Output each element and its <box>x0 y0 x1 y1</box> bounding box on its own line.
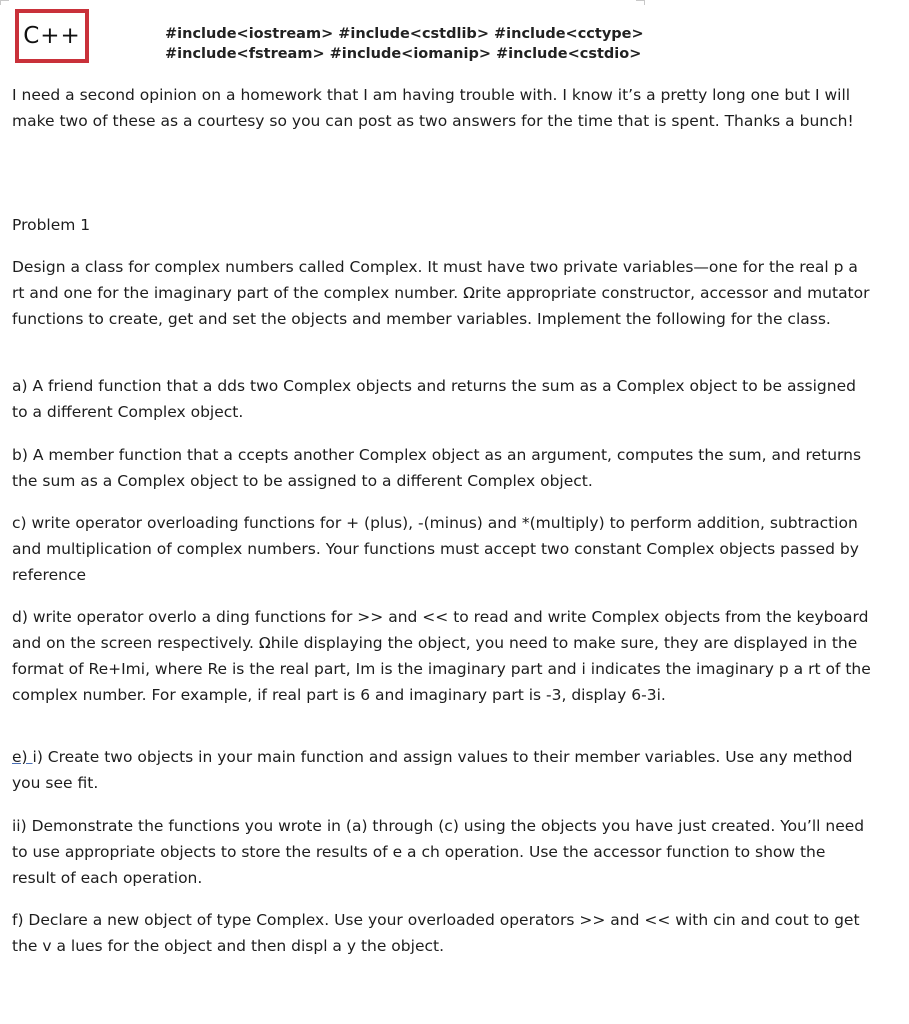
part-a-paragraph: a) A friend function that a dds two Complex objects and returns the sum as a Complex object to be assigned to a different Complex object. <box>12 377 856 421</box>
cpp-badge: C++ <box>15 9 89 63</box>
include-line-2: #include<fstream> #include<iomanip> #include<cstdio> <box>165 46 642 62</box>
part-e-i-paragraph <box>12 744 872 796</box>
page-corner-mark-right <box>636 0 645 5</box>
document-body <box>12 82 892 955</box>
page-corner-mark-left <box>0 0 9 5</box>
part-f-paragraph: f) Declare a new object of type Complex. Use your overloaded operators >> and << with cin and cout to get the v a lues for the object and then displ a y the object. <box>12 911 860 955</box>
part-e-ii-paragraph: ii) Demonstrate the functions you wrote in (a) through (c) using the objects you have just created. You’ll need to use appropriate objects to store the results of e a ch operation. Use the accessor function to show the result of each operation. <box>12 817 865 887</box>
include-line-1: #include<iostream> #include<cstdlib> #include<cctype> <box>165 26 644 42</box>
part-b-paragraph: b) A member function that a ccepts another Complex object as an argument, computes the sum, and returns the sum as a Complex object to be assigned to a different Complex object. <box>12 446 862 490</box>
part-c-paragraph: c) write operator overloading functions for + (plus), -(minus) and *(multiply) to perform addition, subtraction and multiplication of complex numbers. Your functions must accept two constant Complex objects passed by reference <box>12 514 859 584</box>
intro-paragraph: I need a second opinion on a homework that I am having trouble with. I know it’s a pretty long one but I will make two of these as a courtesy so you can post as two answers for the time that is spent. Thanks a bunch! <box>12 86 854 130</box>
part-e-label: e) <box>12 748 33 766</box>
part-e-i-text: i) Create two objects in your main function and assign values to their member variables. Use any method you see fit. <box>12 748 853 792</box>
include-directives <box>165 24 644 64</box>
problem-title: Problem 1 <box>12 216 91 234</box>
design-paragraph: Design a class for complex numbers called Complex. It must have two private variables—one for the real p a rt and one for the imaginary part of the complex number. Ωrite appropriate constructor, accessor and mutator functions to create, get and set the objects and member variables. Implement the following for the class. <box>12 258 870 328</box>
part-d-paragraph: d) write operator overlo a ding functions for >> and << to read and write Complex objects from the keyboard and on the screen respectively. Ωhile displaying the object, you need to make sure, they are displayed in the format of Re+Imi, where Re is the real part, Im is the imaginary part and i indicates the imaginary p a rt of the complex number. For example, if real part is 6 and imaginary part is -3, display 6-3i. <box>12 608 871 704</box>
